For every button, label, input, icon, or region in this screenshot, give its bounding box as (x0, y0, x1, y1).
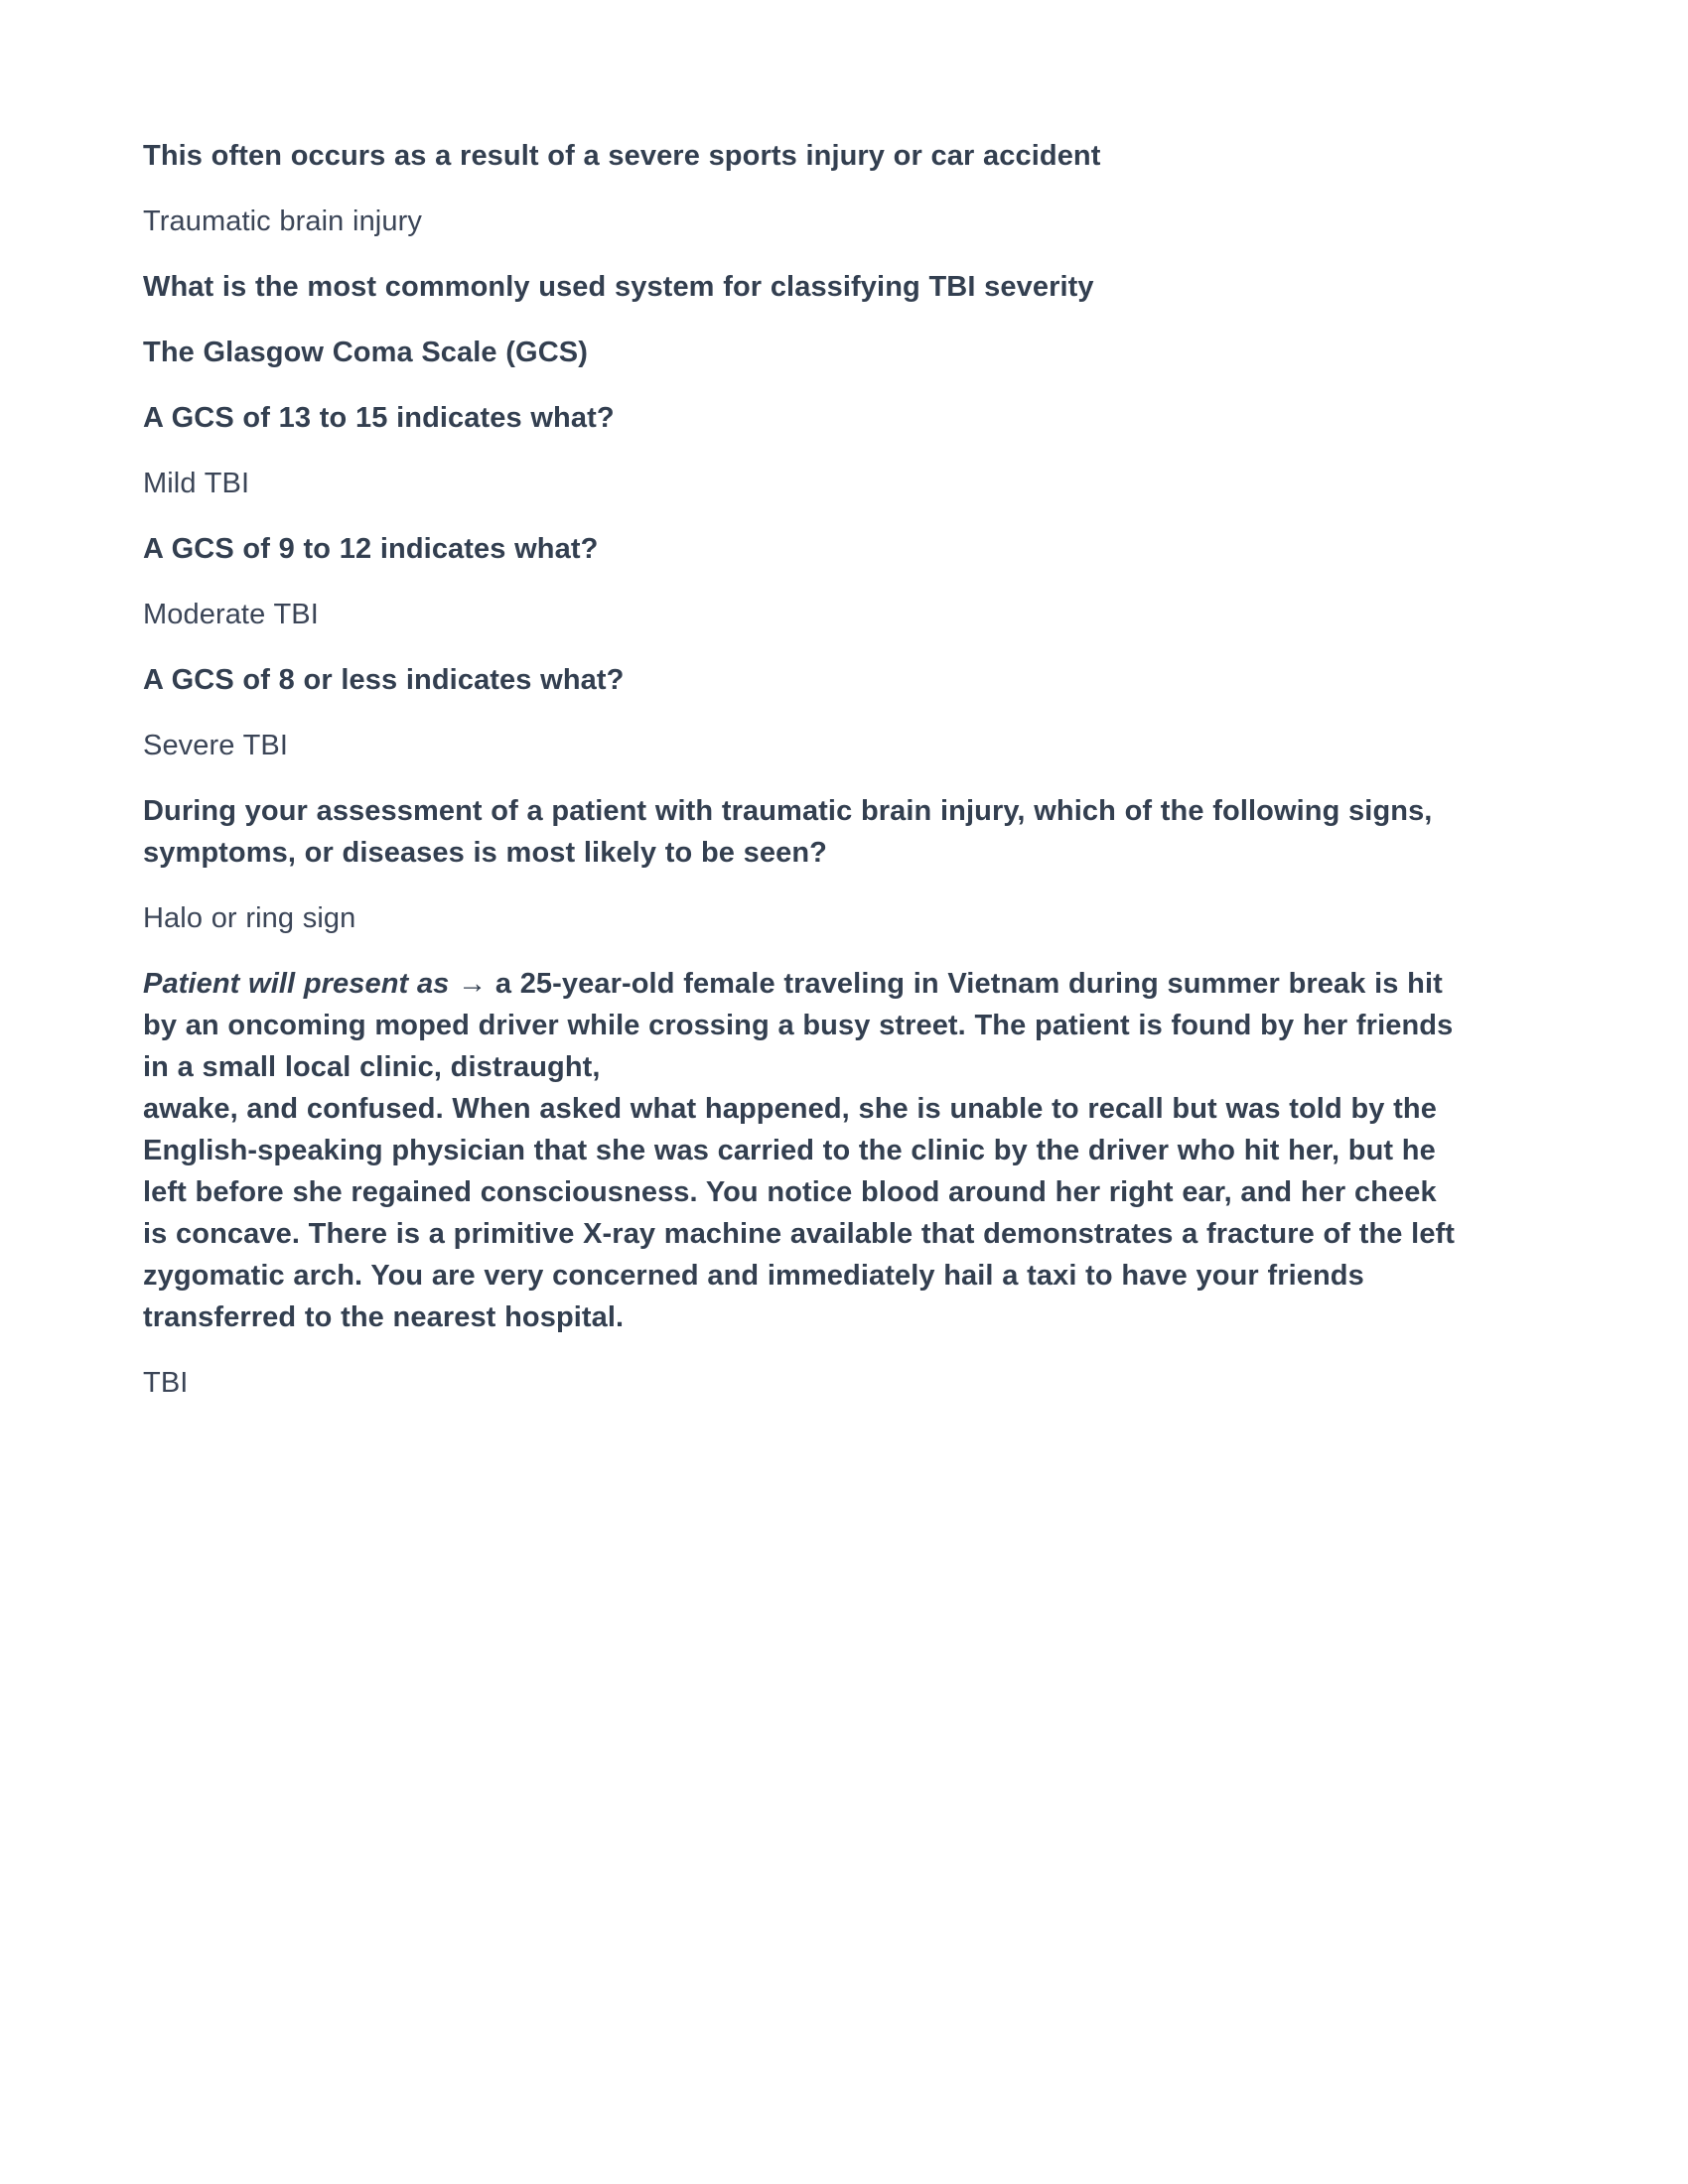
answer-classification-system: The Glasgow Coma Scale (GCS) (143, 337, 588, 368)
answer-gcs-8-or-less: Severe TBI (143, 730, 289, 761)
answer-tbi-cause: Traumatic brain injury (143, 205, 422, 237)
answer-gcs-9-12: Moderate TBI (143, 599, 319, 630)
question-gcs-8-or-less: A GCS of 8 or less indicates what? (143, 664, 625, 696)
vignette-body-part1: → a 25-year-old female traveling in Vietnam during summer break is hit by an oncoming moped driver while crossing a busy street. The patient is found by her friends in a small local clinic, distraught, (143, 968, 1454, 1083)
question-gcs-9-12: A GCS of 9 to 12 indicates what? (143, 533, 599, 565)
case-vignette-paragraph (143, 963, 1466, 1338)
answer-gcs-13-15: Mild TBI (143, 468, 250, 499)
answer-assessment-sign: Halo or ring sign (143, 902, 356, 934)
vignette-body-part2: awake, and confused. When asked what happened, she is unable to recall but was told by the English-speaking physician that she was carried to the clinic by the driver who hit her, but he left before she regained consciousness. You notice blood around her right ear, and her cheek is concave. There is a primitive X-ray machine available that demonstrates a fracture of the left zygomatic arch. You are very concerned and immediately hail a taxi to have your friends transferred to the nearest hospital. (143, 1093, 1456, 1333)
question-assessment-sign: During your assessment of a patient with traumatic brain injury, which of the following signs, symptoms, or diseases is most likely to be seen? (143, 795, 1433, 869)
answer-case-vignette: TBI (143, 1367, 189, 1399)
vignette-lead-label: Patient will present as (143, 968, 459, 1000)
question-tbi-cause: This often occurs as a result of a severe sports injury or car accident (143, 140, 1101, 172)
question-classification-system: What is the most commonly used system for classifying TBI severity (143, 271, 1094, 303)
question-gcs-13-15: A GCS of 13 to 15 indicates what? (143, 402, 615, 434)
document-content (143, 135, 1466, 1404)
